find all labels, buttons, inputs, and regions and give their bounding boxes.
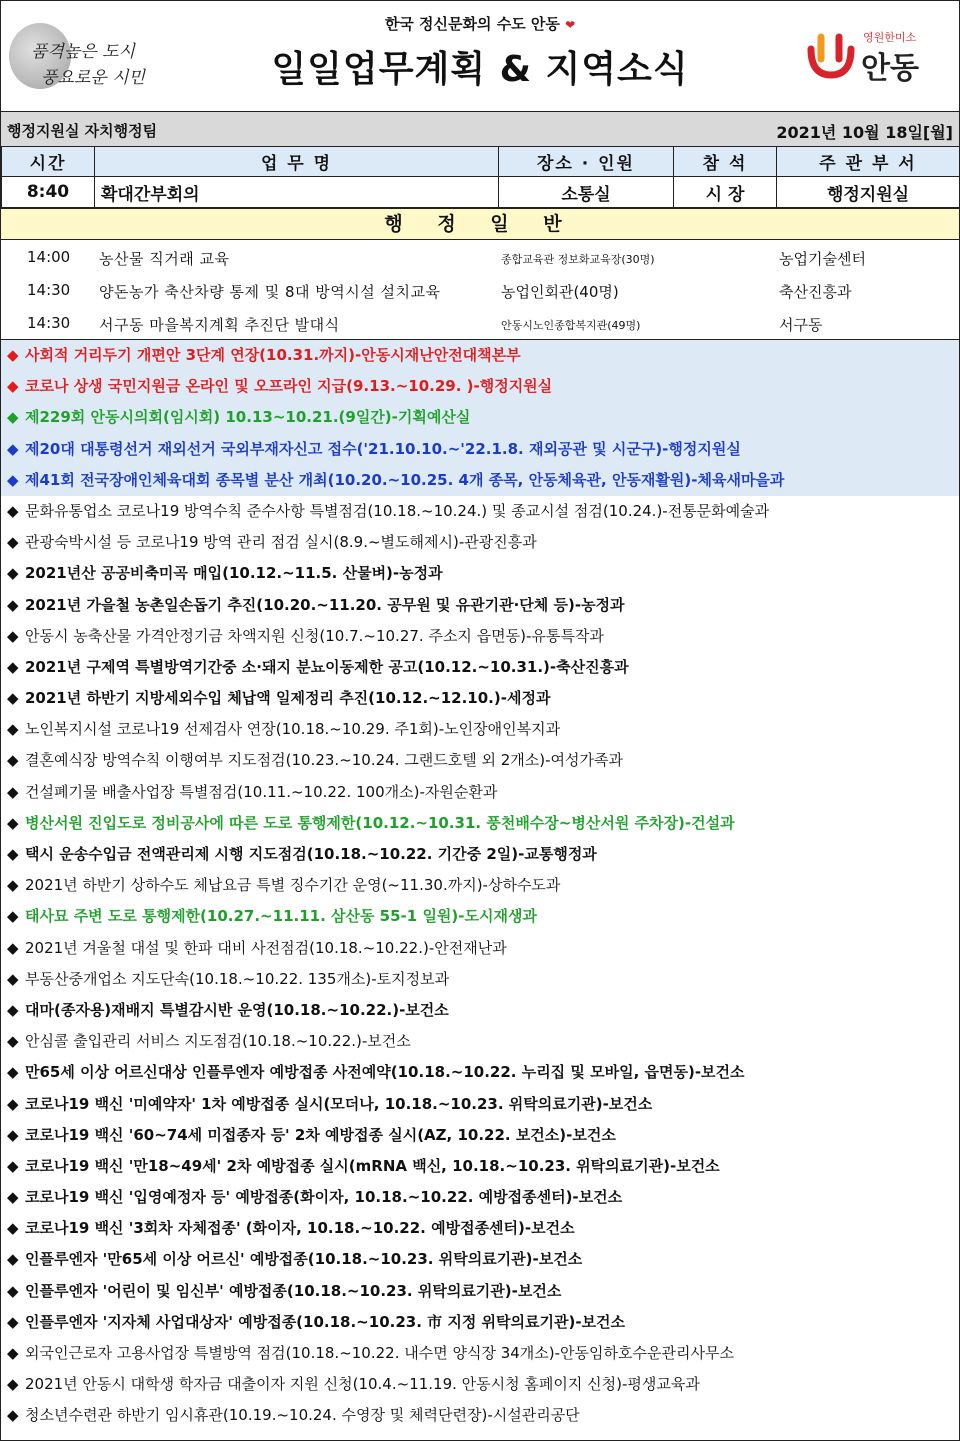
admin-time: 14:30 [27,314,71,332]
news-text: 안심콜 출입관리 서비스 지도점검(10.18.~10.22.)-보건소 [25,1032,411,1051]
list-item [1,901,959,932]
header-time: 시간 [2,147,95,177]
list-item [1,402,959,433]
news-text: 제229회 안동시의회(임시회) 10.13~10.21.(9일간)-기획예산실 [25,408,471,427]
news-text: 인플루엔자 '만65세 이상 어르신' 예방접종(10.18.~10.23. 위탁의료기관)-보건소 [25,1250,583,1269]
diamond-bullet-icon: ◆ [7,533,19,552]
admin-name: 농산물 직거래 교육 [99,250,230,268]
news-text: 2021년 구제역 특별방역기간중 소·돼지 분뇨이동제한 공고(10.12.~10.31.)-축산진흥과 [25,657,629,676]
diamond-bullet-icon: ◆ [7,1281,19,1300]
list-item [1,465,959,496]
news-text: 2021년 하반기 상하수도 체납요금 특별 징수기간 운영(~11.30.까지)-상하수도과 [25,876,561,895]
diamond-bullet-icon: ◆ [7,1250,19,1269]
list-item [1,1213,959,1244]
diamond-bullet-icon: ◆ [7,1094,19,1113]
diamond-bullet-icon: ◆ [7,564,19,583]
header-place: 장소 · 인원 [499,147,674,177]
list-item [1,496,959,527]
news-highlight-list [1,340,959,496]
list-item [1,683,959,714]
list-item [1,434,959,465]
news-text: 2021년 겨울철 대설 및 한파 대비 사전점검(10.18.~10.22.)-안전재난과 [25,938,507,957]
list-item [1,621,959,652]
admin-place: 종합교육관 정보화교육장(30명) [501,253,655,266]
diamond-bullet-icon: ◆ [7,1125,19,1144]
diamond-bullet-icon: ◆ [7,1312,19,1331]
diamond-bullet-icon: ◆ [7,470,19,489]
diamond-bullet-icon: ◆ [7,689,19,708]
list-item [1,652,959,683]
diamond-bullet-icon: ◆ [7,876,19,895]
list-item [1,340,959,371]
schedule-header-row [2,147,960,177]
news-text: 부동산중개업소 지도단속(10.18.~10.22. 135개소)-토지정보과 [25,969,450,988]
document-date: 2021년 10월 18일[월] [776,123,953,142]
admin-dept: 축산진흥과 [779,283,852,301]
news-text: 문화유통업소 코로나19 방역수칙 준수사항 특별점검(10.18.~10.24.) 및 종교시설 점검(10.24.)-전통문화예술과 [25,501,770,520]
header-dept: 주 관 부 서 [777,147,960,177]
list-item [1,1244,959,1275]
list-item [1,371,959,402]
news-text: 대마(종자용)재배지 특별감시반 운영(10.18.~10.22.)-보건소 [25,1000,449,1019]
list-item [1,273,959,306]
diamond-bullet-icon: ◆ [7,1219,19,1238]
list-item [1,558,959,589]
schedule-place: 소통실 [499,177,674,208]
list-item [1,1400,959,1431]
schedule-time: 8:40 [2,177,95,208]
diamond-bullet-icon: ◆ [7,1188,19,1207]
table-row [2,177,960,208]
list-item [1,870,959,901]
admin-dept: 농업기술센터 [779,250,866,268]
news-list [1,496,959,1432]
list-item [1,777,959,808]
list-item [1,1276,959,1307]
news-text: 코로나19 백신 '입영예정자 등' 예방접종(화이자, 10.18.~10.22. 예방접종센터)-보건소 [25,1188,623,1207]
list-item [1,1026,959,1057]
diamond-bullet-icon: ◆ [7,1406,19,1425]
news-text: 인플루엔자 '지자체 사업대상자' 예방접종(10.18.~10.23. 市 지정 위탁의료기관)-보건소 [25,1312,626,1331]
list-item [1,964,959,995]
diamond-bullet-icon: ◆ [7,626,19,645]
list-item [1,1307,959,1338]
list-item [1,527,959,558]
news-text: 외국인근로자 고용사업장 특별방역 점검(10.18.~10.22. 내수면 양식장 34개소)-안동임하호수운관리사무소 [25,1344,734,1362]
admin-list [1,240,959,340]
diamond-bullet-icon: ◆ [7,657,19,676]
news-text: 결혼예식장 방역수칙 이행여부 지도점검(10.23.~10.24. 그랜드호텔 외 2개소)-여성가족과 [25,751,623,770]
news-text: 코로나19 백신 '60~74세 미접종자 등' 2차 예방접종 실시(AZ, 10.22. 보건소)-보건소 [25,1125,616,1144]
admin-name: 서구동 마을복지계획 추진단 발대식 [99,316,340,334]
schedule-task: 확대간부회의 [95,177,499,208]
list-item [1,1089,959,1120]
news-text: 만65세 이상 어르신대상 인플루엔자 예방접종 사전예약(10.18.~10.22. 누리집 및 모바일, 읍면동)-보건소 [25,1063,745,1082]
team-name: 행정지원실 자치행정팀 [7,122,158,140]
diamond-bullet-icon: ◆ [7,501,19,520]
list-item [1,1338,959,1369]
diamond-bullet-icon: ◆ [7,1156,19,1175]
news-text: 관광숙박시설 등 코로나19 방역 관리 점검 실시(8.9.~별도해제시)-관광진흥과 [25,533,537,552]
news-text: 건설폐기물 배출사업장 특별점검(10.11.~10.22. 100개소)-자원순환과 [25,782,498,801]
diamond-bullet-icon: ◆ [7,845,19,863]
section-title: 행 정 일 반 [1,208,959,240]
logo-city-name: 안동 [861,51,919,86]
andong-logo [805,23,945,89]
list-item [1,745,959,776]
heart-icon: ❤ [565,18,576,32]
diamond-bullet-icon: ◆ [7,346,19,364]
list-item [1,306,959,339]
andong-logo-icon [805,29,857,81]
diamond-bullet-icon: ◆ [7,969,19,988]
list-item [1,240,959,273]
news-text: 택시 운송수입금 전액관리제 시행 지도점검(10.18.~10.22. 기간중 2일)-교통행정과 [25,845,597,863]
news-text: 코로나19 백신 '만18~49세' 2차 예방접종 실시(mRNA 백신, 10.18.~10.23. 위탁의료기관)-보건소 [25,1156,720,1175]
list-item [1,808,959,839]
news-text: 제41회 전국장애인체육대회 종목별 분산 개최(10.20.~10.25. 4개 종목, 안동체육관, 안동재활원)-체육새마을과 [25,470,785,489]
schedule-dept: 행정지원실 [777,177,960,208]
diamond-bullet-icon: ◆ [7,751,19,770]
slogan-line-1: 품격높은 도시 [31,42,135,62]
diamond-bullet-icon: ◆ [7,377,19,396]
subtitle-text: 한국 정신문화의 수도 안동 [384,15,560,33]
news-text: 2021년 가을철 농촌일손돕기 추진(10.20.~11.20. 공무원 및 유관기관·단체 등)-농정과 [25,595,625,614]
news-text: 청소년수련관 하반기 임시휴관(10.19.~10.24. 수영장 및 체력단련장)-시설관리공단 [25,1406,580,1425]
diamond-bullet-icon: ◆ [7,1063,19,1082]
diamond-bullet-icon: ◆ [7,938,19,957]
admin-dept: 서구동 [779,316,823,334]
diamond-bullet-icon: ◆ [7,813,19,832]
list-item [1,995,959,1026]
news-text: 안동시 농축산물 가격안정기금 차액지원 신청(10.7.~10.27. 주소지 읍면동)-유통특작과 [25,626,604,645]
list-item [1,1120,959,1151]
list-item [1,1369,959,1400]
news-text: 코로나19 백신 '3회차 자체접종' (화이자, 10.18.~10.22. 예방접종센터)-보건소 [25,1219,575,1238]
admin-place: 농업인회관(40명) [501,283,619,301]
news-text: 2021년 하반기 지방세외수입 체납액 일제정리 추진(10.12.~12.10.)-세정과 [25,689,551,708]
news-text: 인플루엔자 '어린이 및 임신부' 예방접종(10.18.~10.23. 위탁의료기관)-보건소 [25,1281,562,1300]
admin-name: 양돈농가 축산차량 통제 및 8대 방역시설 설치교육 [99,283,441,301]
admin-time: 14:00 [27,248,71,266]
schedule-table [1,147,960,208]
document-title: 일일업무계획 & 지역소식 [271,49,689,90]
slogan-line-2: 풍요로운 시민 [41,68,145,88]
header-task: 업 무 명 [95,147,499,177]
news-text: 제20대 대통령선거 재외선거 국외부재자신고 접수('21.10.10.~'22.1.8. 재외공관 및 시군구)-행정지원실 [25,439,741,458]
diamond-bullet-icon: ◆ [7,1000,19,1019]
admin-place: 안동시노인종합복지관(49명) [501,319,641,332]
news-text: 코로나 상생 국민지원금 온라인 및 오프라인 지급(9.13.~10.29. )-행정지원실 [25,377,553,396]
schedule-attendee: 시 장 [674,177,777,208]
document-header [1,1,959,112]
diamond-bullet-icon: ◆ [7,1344,19,1362]
news-text: 2021년산 공공비축미곡 매입(10.12.~11.5. 산물벼)-농정과 [25,564,443,583]
diamond-bullet-icon: ◆ [7,1032,19,1051]
admin-time: 14:30 [27,281,71,299]
logo-slogan: 영원한미소 [863,31,917,44]
diamond-bullet-icon: ◆ [7,408,19,427]
list-item [1,1182,959,1213]
diamond-bullet-icon: ◆ [7,1375,19,1394]
news-text: 태사묘 주변 도로 통행제한(10.27.~11.11. 삼산동 55-1 일원)-도시재생과 [25,907,537,926]
diamond-bullet-icon: ◆ [7,782,19,801]
team-date-bar [1,112,959,147]
news-text: 사회적 거리두기 개편안 3단계 연장(10.31.까지)-안동시재난안전대책본부 [25,346,521,364]
list-item [1,714,959,745]
list-item [1,1151,959,1182]
diamond-bullet-icon: ◆ [7,720,19,739]
news-text: 코로나19 백신 '미예약자' 1차 예방접종 실시(모더나, 10.18.~10.23. 위탁의료기관)-보건소 [25,1094,653,1113]
news-text: 병산서원 진입도로 정비공사에 따른 도로 통행제한(10.12.~10.31. 풍천배수장~병산서원 주차장)-건설과 [25,813,735,832]
diamond-bullet-icon: ◆ [7,907,19,926]
list-item [1,590,959,621]
list-item [1,933,959,964]
diamond-bullet-icon: ◆ [7,595,19,614]
header-attendee: 참 석 [674,147,777,177]
news-text: 2021년 안동시 대학생 학자금 대출이자 지원 신청(10.4.~11.19. 안동시청 홈페이지 신청)-평생교육과 [25,1375,700,1394]
list-item [1,839,959,870]
news-text: 노인복지시설 코로나19 선제검사 연장(10.18.~10.29. 주1회)-노인장애인복지과 [25,720,561,739]
list-item [1,1057,959,1088]
diamond-bullet-icon: ◆ [7,439,19,458]
